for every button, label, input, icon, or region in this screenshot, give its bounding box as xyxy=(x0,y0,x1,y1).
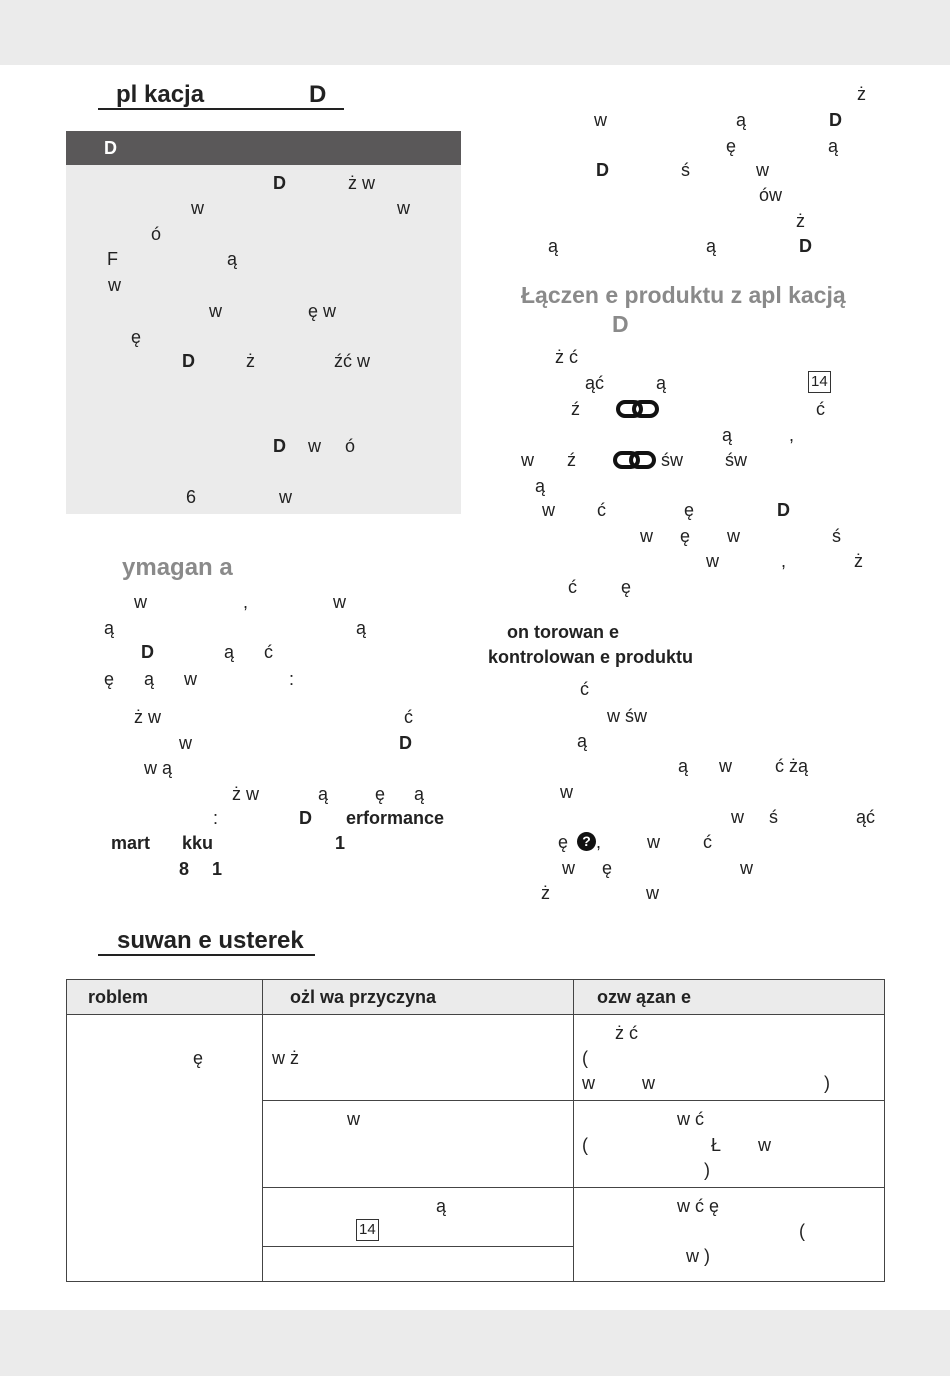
connect-text: ć xyxy=(816,399,825,419)
table-header-divider xyxy=(66,1014,884,1015)
link-icon xyxy=(612,449,657,476)
monitor-text: ć żą xyxy=(775,756,809,776)
intro-text: D xyxy=(799,236,812,256)
table-header-row xyxy=(66,979,884,1014)
monitor-text: ę xyxy=(602,858,613,878)
connect-text: ć xyxy=(568,577,577,597)
intro-text: ą xyxy=(548,236,559,256)
connect-text: ąć xyxy=(585,373,605,393)
question-circle-icon: ? xyxy=(577,832,596,851)
box-text: D xyxy=(273,173,286,193)
table-cell-solution: Ł xyxy=(711,1135,722,1155)
bottom-band xyxy=(0,1310,950,1376)
box-text: ę xyxy=(131,327,142,347)
monitor-text: , xyxy=(596,832,602,852)
table-cell-solution: ( xyxy=(582,1048,588,1068)
box-text: ę w xyxy=(308,301,337,321)
box-text: ą xyxy=(227,249,238,269)
connect-text: w xyxy=(542,500,555,520)
table-cell-cause: ą xyxy=(436,1196,447,1216)
link-icon xyxy=(615,398,660,425)
requirements-text: ę xyxy=(104,669,115,689)
connect-text: ź xyxy=(567,450,576,470)
table-cell-solution: w xyxy=(582,1073,595,1093)
table-border-left xyxy=(66,979,67,1281)
connect-text: ć xyxy=(597,500,606,520)
connect-text: ś xyxy=(832,526,841,546)
monitor-text: ą xyxy=(678,756,689,776)
requirements-text: ą xyxy=(414,784,425,804)
box-text: 6 xyxy=(186,487,197,507)
table-cell-cause: w ż xyxy=(272,1048,299,1068)
requirements-text: mart xyxy=(111,833,151,853)
connect-text: ź xyxy=(571,399,580,419)
table-column-header-cause: ożl wa przyczyna xyxy=(290,987,437,1007)
requirements-text: D xyxy=(399,733,412,753)
connect-text: , xyxy=(781,551,787,571)
box-text: F xyxy=(107,249,118,269)
table-cell-cause: w xyxy=(347,1109,360,1129)
monitor-text: w xyxy=(646,883,659,903)
box-text: w xyxy=(209,301,222,321)
connect-text: ę xyxy=(684,500,695,520)
connect-heading: Łączen e produktu z apl kacją xyxy=(521,282,846,308)
monitor-text: ć xyxy=(703,832,712,852)
table-cell-solution: ) xyxy=(824,1073,830,1093)
monitor-heading: on torowan e xyxy=(507,622,619,642)
requirements-text: D xyxy=(299,808,312,828)
table-border-right xyxy=(884,979,885,1281)
table-row-divider xyxy=(262,1246,573,1247)
requirements-text: w xyxy=(134,592,147,612)
top-band xyxy=(0,0,950,65)
requirements-text: ę xyxy=(375,784,386,804)
intro-text: ę xyxy=(726,136,737,156)
requirements-text: w xyxy=(184,669,197,689)
connect-text: D xyxy=(777,500,790,520)
intro-text: w xyxy=(594,110,607,130)
monitor-text: w św xyxy=(607,706,647,726)
table-cell-problem: ę xyxy=(193,1048,204,1068)
troubleshooting-heading-rule xyxy=(98,954,315,956)
connect-text: ę xyxy=(621,577,632,597)
requirements-heading: ymagan a xyxy=(122,554,233,581)
intro-text: w xyxy=(756,160,769,180)
intro-text: ów xyxy=(759,185,783,205)
intro-text: D xyxy=(829,110,842,130)
intro-text: ż xyxy=(857,84,866,104)
monitor-text: ż xyxy=(541,883,550,903)
monitor-text: w xyxy=(740,858,753,878)
table-cell-solution: w ć ę xyxy=(677,1196,720,1216)
intro-text: ą xyxy=(828,136,839,156)
connect-text: w xyxy=(727,526,740,546)
table-cell-solution: ) xyxy=(704,1160,710,1180)
app-heading: pl kacja xyxy=(116,81,205,108)
connect-text: św xyxy=(661,450,683,470)
box-text: w xyxy=(397,198,410,218)
box-text: ó xyxy=(151,224,162,244)
part-number-badge: 14 xyxy=(356,1219,379,1241)
box-text: ó xyxy=(345,436,356,456)
connect-text: ż ć xyxy=(555,347,579,367)
table-cell-solution: ( xyxy=(799,1221,805,1241)
connect-text: ż xyxy=(854,551,863,571)
monitor-text: w xyxy=(560,782,573,802)
box-text: w xyxy=(191,198,204,218)
monitor-text: ć xyxy=(580,679,589,699)
connect-heading-brand: D xyxy=(612,311,629,337)
table-border-top xyxy=(66,979,884,980)
box-text: D xyxy=(273,436,286,456)
requirements-text: ż w xyxy=(134,707,161,727)
requirements-text: w xyxy=(179,733,192,753)
monitor-text: w xyxy=(562,858,575,878)
connect-text: w xyxy=(521,450,534,470)
requirements-text: 8 xyxy=(179,859,190,879)
table-border-bottom xyxy=(66,1281,885,1282)
requirements-text: ć xyxy=(404,707,413,727)
requirements-text: ć xyxy=(264,642,273,662)
connect-text: ę xyxy=(680,526,691,546)
intro-text: ą xyxy=(706,236,717,256)
monitor-text: w xyxy=(719,756,732,776)
requirements-text: : xyxy=(213,808,219,828)
requirements-text: ą xyxy=(104,618,115,638)
table-row-divider xyxy=(262,1187,884,1188)
connect-text: św xyxy=(725,450,747,470)
app-info-box-header xyxy=(66,131,461,165)
box-text: w xyxy=(108,275,121,295)
table-cell-solution: w xyxy=(758,1135,771,1155)
requirements-text: w xyxy=(333,592,346,612)
monitor-text: ą xyxy=(577,731,588,751)
requirements-text: : xyxy=(289,669,295,689)
intro-text: ż xyxy=(796,211,805,231)
monitor-text: ś xyxy=(769,807,778,827)
monitor-text: w xyxy=(647,832,660,852)
requirements-text: 1 xyxy=(335,833,346,853)
requirements-text: kku xyxy=(182,833,214,853)
requirements-text: erformance xyxy=(346,808,445,828)
troubleshooting-heading: suwan e usterek xyxy=(117,927,304,954)
requirements-text: ą xyxy=(318,784,329,804)
table-cell-solution: w ) xyxy=(686,1246,710,1266)
table-column-header-problem: roblem xyxy=(88,987,149,1007)
app-info-box-title: D xyxy=(104,138,117,158)
intro-text: ś xyxy=(681,160,690,180)
table-col-divider xyxy=(262,979,263,1281)
requirements-text: w ą xyxy=(144,758,173,778)
app-info-box xyxy=(66,131,461,514)
requirements-text: D xyxy=(141,642,154,662)
monitor-text: ąć xyxy=(856,807,876,827)
box-text: ż xyxy=(246,351,255,371)
box-text: D xyxy=(182,351,195,371)
intro-text: ą xyxy=(736,110,747,130)
requirements-text: , xyxy=(243,592,249,612)
box-text: źć w xyxy=(334,351,370,371)
requirements-text: ą xyxy=(356,618,367,638)
requirements-text: ż w xyxy=(232,784,259,804)
box-text: ż w xyxy=(348,173,375,193)
requirements-text: ą xyxy=(144,669,155,689)
box-text: w xyxy=(308,436,321,456)
table-cell-solution: ż ć xyxy=(615,1023,639,1043)
requirements-text: ą xyxy=(224,642,235,662)
monitor-text: w xyxy=(731,807,744,827)
table-cell-solution: w xyxy=(642,1073,655,1093)
app-heading-brand: D xyxy=(309,81,327,108)
box-text: w xyxy=(279,487,292,507)
table-cell-solution: w ć xyxy=(677,1109,704,1129)
table-cell-solution: ( xyxy=(582,1135,588,1155)
connect-text: w xyxy=(706,551,719,571)
monitor-heading-line2: kontrolowan e produktu xyxy=(488,647,693,667)
requirements-text: 1 xyxy=(212,859,223,879)
connect-text: ą xyxy=(535,476,546,496)
part-number-badge: 14 xyxy=(808,371,831,393)
table-row-divider xyxy=(262,1100,884,1101)
monitor-text: ę xyxy=(558,832,569,852)
intro-text: D xyxy=(596,160,609,180)
connect-text: ą xyxy=(722,425,733,445)
connect-text: , xyxy=(789,425,795,445)
connect-text: ą xyxy=(656,373,667,393)
app-heading-rule xyxy=(98,108,344,110)
table-col-divider xyxy=(573,979,574,1281)
connect-text: w xyxy=(640,526,653,546)
table-column-header-solution: ozw ązan e xyxy=(597,987,692,1007)
